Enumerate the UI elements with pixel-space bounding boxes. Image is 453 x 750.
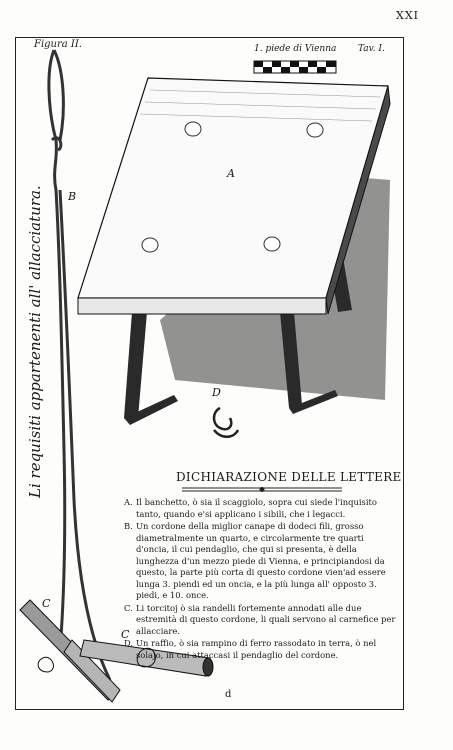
- signature-mark: d: [225, 689, 232, 700]
- letter-c-left: C: [42, 597, 51, 610]
- legend-item: [124, 638, 396, 661]
- legend-key: B.: [124, 521, 133, 531]
- legend-text: Il banchetto, ò sia il scaggiolo, sopra cui siede l'inquisito tanto, quando e'si applicano i sibili, che i legacci.: [136, 497, 377, 519]
- page-number: XXI: [396, 9, 420, 22]
- letter-b: B: [68, 190, 77, 203]
- letter-a: A: [227, 167, 235, 180]
- legend-item: [124, 497, 396, 520]
- legend-item: [124, 603, 396, 638]
- scale-bar: [254, 61, 336, 73]
- hook: [214, 408, 238, 437]
- heading-rule: [182, 488, 342, 492]
- figure-label: Figura II.: [34, 39, 82, 50]
- legend-key: A.: [124, 497, 133, 507]
- legend-heading: DICHIARAZIONE DELLE LETTERE: [176, 470, 402, 484]
- plate-label: Tav. I.: [358, 44, 385, 54]
- legend-key: D.: [124, 638, 134, 648]
- legend-item: [124, 521, 396, 602]
- legend-text: Li torcitoj ò sia randelli fortemente annodati alle due estremità di questo cordone, li quali servono al carnefice per allacciare.: [136, 602, 396, 636]
- side-title: Li requisiti appartenenti all' allacciatura.: [26, 185, 44, 498]
- legend-key: C.: [124, 602, 133, 613]
- legend: [124, 497, 396, 662]
- legend-text: Un raffio, ò sia rampino di ferro rassodato in terra, ò nel solajo, in cui attaccasi il pendaglio del cordone.: [136, 638, 377, 660]
- scale-caption: 1. piede di Vienna: [254, 44, 337, 54]
- cord: [49, 50, 110, 680]
- legend-text: Un cordone della miglior canape di dodeci fili, grosso diametralmente un quarto, e circolarmente tre quarti d'oncia, il cui pendaglio, che qui si presenta, è della lunghezza d'un mezzo piede di Vienna, e principiandosi da questo, la parte più corta di questo cordone vien'ad essere lunga 3. piendi ed un oncia, e la più lunga all' opposto 3. piedi, e 10. once.: [136, 521, 386, 600]
- letter-c-right: C: [121, 628, 130, 641]
- letter-d: D: [212, 386, 221, 399]
